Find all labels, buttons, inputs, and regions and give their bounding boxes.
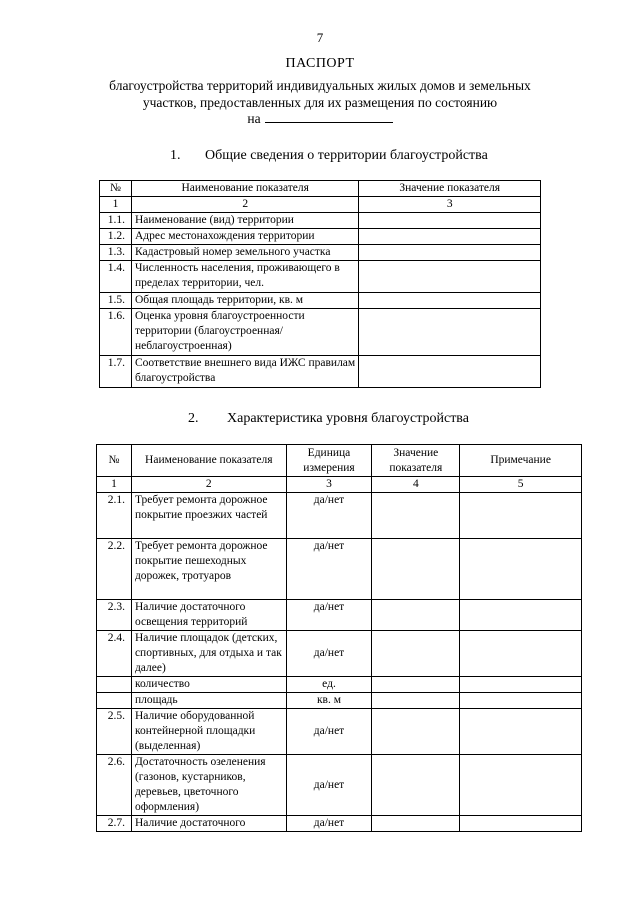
row-value [372,709,460,755]
s2-header-num: № [97,445,132,477]
row-unit: да/нет [286,493,372,539]
row-note [460,539,582,600]
row-number: 1.2. [100,229,132,245]
table-row [97,677,582,693]
row-note [460,816,582,832]
row-name: Наличие площадок (детских, спортивных, для отдыха и так далее) [131,631,286,677]
s1-header-name: Наименование показателя [131,181,359,197]
row-value [372,631,460,677]
s2-colnum-3: 3 [286,477,372,493]
s1-colnum-3: 3 [359,197,541,213]
row-unit: да/нет [286,539,372,600]
section1-title: Общие сведения о территории благоустройства [205,148,488,163]
row-note [460,709,582,755]
row-value [359,309,541,356]
row-value [359,293,541,309]
row-value [359,356,541,388]
row-number: 1.4. [100,261,132,293]
row-note [460,600,582,631]
table-row [100,356,541,388]
s2-header-name: Наименование показателя [131,445,286,477]
s2-header-unit: Единица измерения [286,445,372,477]
document-title: ПАСПОРТ [285,56,355,71]
section1-number: 1. [170,148,181,163]
row-number: 2.6. [97,755,132,816]
table-row [97,600,582,631]
s1-header-value: Значение показателя [359,181,541,197]
row-number [97,693,132,709]
row-number: 1.7. [100,356,132,388]
s2-colnum-5: 5 [460,477,582,493]
table-row [97,755,582,816]
row-value [359,245,541,261]
row-note [460,631,582,677]
row-name: Наличие достаточного освещения территорий [131,600,286,631]
row-number: 2.5. [97,709,132,755]
row-unit: да/нет [286,631,372,677]
row-number: 2.1. [97,493,132,539]
s1-colnum-2: 2 [131,197,359,213]
row-unit: ед. [286,677,372,693]
row-unit: кв. м [286,693,372,709]
subtitle-line-1: благоустройства территорий индивидуальных жилых домов и земельных [109,78,531,93]
table-row [100,309,541,356]
row-value [372,600,460,631]
table-row [97,539,582,600]
section2-table [96,444,582,832]
section2-title: Характеристика уровня благоустройства [227,411,469,426]
row-value [372,539,460,600]
section1-table [99,180,541,388]
row-number: 1.6. [100,309,132,356]
row-name: Соответствие внешнего вида ИЖС правилам благоустройства [131,356,359,388]
section2-number: 2. [188,411,199,426]
row-note [460,493,582,539]
row-name: Достаточность озеленения (газонов, кустарников, деревьев, цветочного оформления) [131,755,286,816]
table-row [100,293,541,309]
row-note [460,755,582,816]
row-unit: да/нет [286,600,372,631]
row-name: Требует ремонта дорожное покрытие пешеходных дорожек, тротуаров [131,539,286,600]
row-value [372,693,460,709]
table-row [100,213,541,229]
row-name: Адрес местонахождения территории [131,229,359,245]
s2-header-value: Значение показателя [372,445,460,477]
s2-colnum-4: 4 [372,477,460,493]
row-name: Требует ремонта дорожное покрытие проезжих частей [131,493,286,539]
row-number: 1.1. [100,213,132,229]
row-name: Наличие достаточного [131,816,286,832]
table-row [100,245,541,261]
row-value [372,816,460,832]
row-number [97,677,132,693]
table-row [97,493,582,539]
s1-header-num: № [100,181,132,197]
row-unit: да/нет [286,709,372,755]
row-name: Численность населения, проживающего в пределах территории, чел. [131,261,359,293]
subtitle-line-2: участков, предоставленных для их размещения по состоянию [142,95,498,110]
row-value [372,493,460,539]
page-number: 7 [316,30,324,45]
date-line [0,111,640,127]
row-number: 2.4. [97,631,132,677]
date-prefix: на [247,111,261,126]
table-row [97,816,582,832]
row-name: Наименование (вид) территории [131,213,359,229]
row-value [359,213,541,229]
row-number: 1.5. [100,293,132,309]
row-value [359,261,541,293]
row-number: 1.3. [100,245,132,261]
s1-colnum-1: 1 [100,197,132,213]
row-note [460,677,582,693]
row-name: Наличие оборудованной контейнерной площадки (выделенная) [131,709,286,755]
table-row [97,693,582,709]
row-unit: да/нет [286,755,372,816]
row-unit: да/нет [286,816,372,832]
row-number: 2.3. [97,600,132,631]
row-value [372,755,460,816]
row-value [359,229,541,245]
s2-header-note: Примечание [460,445,582,477]
row-name: Кадастровый номер земельного участка [131,245,359,261]
table-row [100,261,541,293]
s2-colnum-2: 2 [131,477,286,493]
s2-colnum-1: 1 [97,477,132,493]
row-name: количество [131,677,286,693]
date-blank [265,111,393,123]
row-name: площадь [131,693,286,709]
row-name: Оценка уровня благоустроенности территории (благоустроенная/ неблагоустроенная) [131,309,359,356]
row-number: 2.2. [97,539,132,600]
table-row [100,229,541,245]
row-note [460,693,582,709]
row-number: 2.7. [97,816,132,832]
row-value [372,677,460,693]
table-row [97,631,582,677]
table-row [97,709,582,755]
row-name: Общая площадь территории, кв. м [131,293,359,309]
